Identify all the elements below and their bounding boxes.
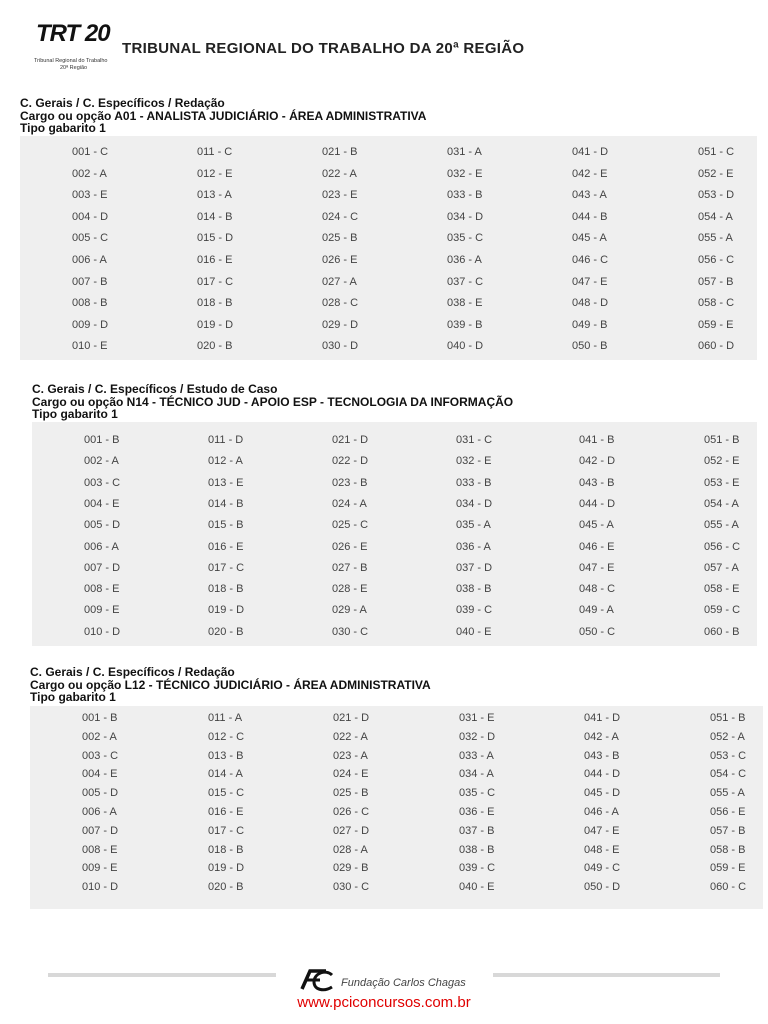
page-header bbox=[34, 18, 754, 78]
answer-cell: 056 - C bbox=[698, 254, 735, 266]
answer-cell: 049 - A bbox=[579, 604, 614, 617]
answer-cell: 011 - C bbox=[197, 146, 233, 158]
answer-cell: 023 - B bbox=[332, 476, 368, 489]
section-3-answer-grid bbox=[30, 706, 763, 909]
answer-cell: 045 - D bbox=[584, 787, 621, 800]
answer-cell: 030 - D bbox=[322, 340, 359, 353]
answer-cell: 017 - C bbox=[208, 824, 245, 837]
answer-cell: 039 - C bbox=[459, 862, 496, 875]
answer-cell: 014 - B bbox=[208, 497, 244, 510]
answer-cell: 024 - A bbox=[332, 497, 367, 510]
answer-cell: 030 - C bbox=[332, 625, 369, 638]
answer-cell: 054 - C bbox=[710, 768, 747, 781]
answer-cell: 051 - B bbox=[704, 434, 740, 446]
answer-cell: 027 - B bbox=[332, 561, 368, 574]
answer-cell: 018 - B bbox=[208, 583, 244, 596]
answer-cell: 044 - D bbox=[584, 768, 621, 781]
answer-cell: 001 - B bbox=[84, 434, 120, 446]
section-2-answer-grid bbox=[32, 422, 757, 646]
answer-cell: 038 - B bbox=[459, 843, 495, 856]
answer-cell: 051 - B bbox=[710, 712, 746, 724]
section-3-gabarito: Tipo gabarito 1 bbox=[30, 690, 116, 704]
answer-cell: 037 - D bbox=[456, 561, 493, 574]
fcc-org-name: Fundação Carlos Chagas bbox=[341, 977, 466, 989]
answer-cell: 037 - C bbox=[447, 275, 484, 288]
answer-cell: 033 - B bbox=[447, 189, 483, 202]
answer-cell: 020 - B bbox=[197, 340, 233, 353]
answer-cell: 042 - E bbox=[572, 167, 608, 180]
answer-cell: 029 - B bbox=[333, 862, 369, 875]
answer-cell: 058 - B bbox=[710, 843, 746, 856]
answer-cell: 048 - C bbox=[579, 583, 616, 596]
fcc-logo-icon bbox=[296, 965, 336, 995]
answer-cell: 053 - D bbox=[698, 189, 735, 202]
answer-cell: 056 - E bbox=[710, 806, 746, 818]
answer-cell: 022 - A bbox=[333, 730, 368, 743]
answer-cell: 002 - A bbox=[72, 167, 107, 180]
answer-cell: 012 - A bbox=[208, 455, 243, 468]
answer-cell: 028 - C bbox=[322, 297, 359, 310]
answer-cell: 014 - B bbox=[197, 210, 233, 223]
answer-cell: 025 - B bbox=[322, 232, 358, 245]
answer-cell: 044 - D bbox=[579, 497, 616, 510]
answer-cell: 040 - E bbox=[459, 881, 495, 894]
site-url-link[interactable]: www.pciconcursos.com.br bbox=[297, 994, 471, 1011]
answer-cell: 032 - E bbox=[456, 455, 492, 468]
answer-cell: 027 - A bbox=[322, 275, 357, 288]
answer-cell: 039 - C bbox=[456, 604, 493, 617]
answer-cell: 023 - E bbox=[322, 189, 358, 202]
answer-cell: 015 - D bbox=[197, 232, 234, 245]
answer-cell: 045 - A bbox=[579, 519, 614, 532]
answer-cell: 017 - C bbox=[208, 561, 245, 574]
answer-cell: 033 - B bbox=[456, 476, 492, 489]
answer-cell: 041 - B bbox=[579, 434, 615, 446]
answer-cell: 002 - A bbox=[82, 730, 117, 743]
answer-cell: 036 - A bbox=[447, 254, 482, 266]
answer-cell: 044 - B bbox=[572, 210, 608, 223]
answer-cell: 021 - B bbox=[322, 146, 358, 158]
answer-cell: 008 - B bbox=[72, 297, 108, 310]
answer-cell: 025 - B bbox=[333, 787, 369, 800]
answer-cell: 007 - B bbox=[72, 275, 108, 288]
answer-cell: 035 - C bbox=[459, 787, 496, 800]
answer-cell: 040 - D bbox=[447, 340, 484, 353]
logo-subtitle: Tribunal Regional do Trabalho bbox=[34, 58, 108, 64]
answer-cell: 054 - A bbox=[698, 210, 733, 223]
answer-cell: 009 - E bbox=[84, 604, 120, 617]
answer-cell: 047 - E bbox=[584, 824, 620, 837]
answer-cell: 022 - A bbox=[322, 167, 357, 180]
answer-cell: 010 - E bbox=[72, 340, 108, 353]
answer-cell: 060 - C bbox=[710, 881, 747, 894]
answer-cell: 004 - E bbox=[84, 497, 120, 510]
answer-cell: 007 - D bbox=[82, 824, 119, 837]
answer-cell: 057 - A bbox=[704, 561, 739, 574]
answer-cell: 060 - D bbox=[698, 340, 735, 353]
footer-divider-left bbox=[48, 973, 276, 977]
answer-cell: 024 - E bbox=[333, 768, 369, 781]
answer-cell: 052 - A bbox=[710, 730, 745, 743]
answer-cell: 015 - B bbox=[208, 519, 244, 532]
answer-cell: 025 - C bbox=[332, 519, 369, 532]
answer-cell: 059 - C bbox=[704, 604, 741, 617]
answer-cell: 019 - D bbox=[197, 318, 234, 331]
answer-cell: 058 - E bbox=[704, 583, 740, 596]
section-1-subjects: C. Gerais / C. Específicos / Redação bbox=[20, 96, 225, 110]
answer-cell: 049 - B bbox=[572, 318, 608, 331]
answer-cell: 042 - A bbox=[584, 730, 619, 743]
answer-cell: 050 - B bbox=[572, 340, 608, 353]
answer-cell: 029 - A bbox=[332, 604, 367, 617]
section-1-gabarito: Tipo gabarito 1 bbox=[20, 121, 106, 135]
section-1-heading bbox=[20, 97, 426, 135]
section-2-heading bbox=[32, 383, 513, 421]
answer-cell: 034 - D bbox=[447, 210, 484, 223]
answer-cell: 006 - A bbox=[82, 806, 117, 818]
answer-cell: 017 - C bbox=[197, 275, 234, 288]
answer-cell: 001 - C bbox=[72, 146, 109, 158]
answer-cell: 032 - D bbox=[459, 730, 496, 743]
answer-cell: 003 - E bbox=[72, 189, 108, 202]
answer-cell: 055 - A bbox=[710, 787, 745, 800]
answer-cell: 028 - E bbox=[332, 583, 368, 596]
answer-cell: 046 - C bbox=[572, 254, 609, 266]
answer-cell: 042 - D bbox=[579, 455, 616, 468]
answer-cell: 041 - D bbox=[584, 712, 621, 724]
answer-cell: 033 - A bbox=[459, 749, 494, 762]
answer-cell: 035 - A bbox=[456, 519, 491, 532]
answer-cell: 026 - E bbox=[332, 540, 368, 553]
answer-cell: 031 - E bbox=[459, 712, 495, 724]
section-2-gabarito: Tipo gabarito 1 bbox=[32, 407, 118, 421]
answer-cell: 012 - C bbox=[208, 730, 245, 743]
answer-cell: 034 - A bbox=[459, 768, 494, 781]
answer-cell: 028 - A bbox=[333, 843, 368, 856]
answer-cell: 010 - D bbox=[84, 625, 121, 638]
trt-logo bbox=[34, 18, 124, 76]
answer-cell: 018 - B bbox=[208, 843, 244, 856]
answer-cell: 013 - A bbox=[197, 189, 232, 202]
answer-cell: 006 - A bbox=[72, 254, 107, 266]
answer-cell: 014 - A bbox=[208, 768, 243, 781]
answer-cell: 005 - D bbox=[84, 519, 121, 532]
page-title: TRIBUNAL REGIONAL DO TRABALHO DA 20ª REGIÃO bbox=[122, 40, 525, 57]
footer-divider-right bbox=[493, 973, 720, 977]
answer-cell: 024 - C bbox=[322, 210, 359, 223]
section-2-subjects: C. Gerais / C. Específicos / Estudo de Caso bbox=[32, 382, 278, 396]
answer-cell: 059 - E bbox=[710, 862, 746, 875]
answer-cell: 005 - D bbox=[82, 787, 119, 800]
answer-cell: 059 - E bbox=[698, 318, 734, 331]
answer-cell: 006 - A bbox=[84, 540, 119, 553]
answer-cell: 050 - C bbox=[579, 625, 616, 638]
answer-cell: 005 - C bbox=[72, 232, 109, 245]
answer-cell: 018 - B bbox=[197, 297, 233, 310]
answer-cell: 060 - B bbox=[704, 625, 740, 638]
answer-cell: 019 - D bbox=[208, 604, 245, 617]
answer-cell: 008 - E bbox=[84, 583, 120, 596]
answer-cell: 009 - D bbox=[72, 318, 109, 331]
answer-cell: 020 - B bbox=[208, 881, 244, 894]
answer-cell: 009 - E bbox=[82, 862, 118, 875]
answer-cell: 031 - A bbox=[447, 146, 482, 158]
answer-cell: 049 - C bbox=[584, 862, 621, 875]
answer-cell: 027 - D bbox=[333, 824, 370, 837]
answer-cell: 047 - E bbox=[579, 561, 615, 574]
answer-cell: 047 - E bbox=[572, 275, 608, 288]
answer-cell: 012 - E bbox=[197, 167, 233, 180]
answer-cell: 040 - E bbox=[456, 625, 492, 638]
answer-cell: 023 - A bbox=[333, 749, 368, 762]
answer-cell: 002 - A bbox=[84, 455, 119, 468]
answer-cell: 011 - A bbox=[208, 712, 243, 724]
answer-cell: 045 - A bbox=[572, 232, 607, 245]
answer-cell: 039 - B bbox=[447, 318, 483, 331]
answer-cell: 057 - B bbox=[710, 824, 746, 837]
answer-cell: 019 - D bbox=[208, 862, 245, 875]
answer-cell: 055 - A bbox=[698, 232, 733, 245]
answer-cell: 034 - D bbox=[456, 497, 493, 510]
answer-cell: 036 - A bbox=[456, 540, 491, 553]
answer-cell: 031 - C bbox=[456, 434, 493, 446]
section-3-heading bbox=[30, 666, 431, 704]
answer-cell: 016 - E bbox=[197, 254, 233, 266]
trt-logo-mark: TRT 20 bbox=[36, 20, 110, 47]
answer-cell: 058 - C bbox=[698, 297, 735, 310]
answer-cell: 055 - A bbox=[704, 519, 739, 532]
section-1-cargo: Cargo ou opção A01 - ANALISTA JUDICIÁRIO - ÁREA ADMINISTRATIVA bbox=[20, 108, 427, 123]
answer-cell: 003 - C bbox=[82, 749, 119, 762]
answer-cell: 001 - B bbox=[82, 712, 118, 724]
answer-cell: 043 - A bbox=[572, 189, 607, 202]
answer-cell: 013 - E bbox=[208, 476, 244, 489]
answer-cell: 007 - D bbox=[84, 561, 121, 574]
answer-cell: 054 - A bbox=[704, 497, 739, 510]
answer-cell: 016 - E bbox=[208, 540, 244, 553]
answer-cell: 050 - D bbox=[584, 881, 621, 894]
answer-cell: 013 - B bbox=[208, 749, 244, 762]
answer-cell: 046 - A bbox=[584, 806, 619, 818]
section-3-subjects: C. Gerais / C. Específicos / Redação bbox=[30, 665, 235, 679]
answer-cell: 029 - D bbox=[322, 318, 359, 331]
answer-cell: 022 - D bbox=[332, 455, 369, 468]
answer-cell: 026 - C bbox=[333, 806, 370, 818]
answer-cell: 015 - C bbox=[208, 787, 245, 800]
answer-cell: 037 - B bbox=[459, 824, 495, 837]
answer-cell: 003 - C bbox=[84, 476, 121, 489]
answer-cell: 051 - C bbox=[698, 146, 735, 158]
answer-cell: 021 - D bbox=[332, 434, 369, 446]
logo-region: 20ª Região bbox=[60, 65, 88, 71]
answer-cell: 053 - C bbox=[710, 749, 747, 762]
answer-cell: 057 - B bbox=[698, 275, 734, 288]
answer-cell: 052 - E bbox=[704, 455, 740, 468]
answer-cell: 043 - B bbox=[579, 476, 615, 489]
answer-cell: 016 - E bbox=[208, 806, 244, 818]
answer-cell: 048 - E bbox=[584, 843, 620, 856]
answer-cell: 048 - D bbox=[572, 297, 609, 310]
section-2-cargo: Cargo ou opção N14 - TÉCNICO JUD - APOIO ESP - TECNOLOGIA DA INFORMAÇÃO bbox=[32, 394, 514, 409]
answer-cell: 004 - E bbox=[82, 768, 118, 781]
answer-cell: 046 - E bbox=[579, 540, 615, 553]
section-3-cargo: Cargo ou opção L12 - TÉCNICO JUDICIÁRIO - ÁREA ADMINISTRATIVA bbox=[30, 677, 431, 692]
answer-cell: 038 - B bbox=[456, 583, 492, 596]
answer-cell: 043 - B bbox=[584, 749, 620, 762]
answer-cell: 053 - E bbox=[704, 476, 740, 489]
answer-cell: 038 - E bbox=[447, 297, 483, 310]
answer-cell: 011 - D bbox=[208, 434, 244, 446]
section-1-answer-grid bbox=[20, 136, 757, 360]
answer-cell: 052 - E bbox=[698, 167, 734, 180]
answer-cell: 041 - D bbox=[572, 146, 609, 158]
answer-cell: 036 - E bbox=[459, 806, 495, 818]
answer-cell: 056 - C bbox=[704, 540, 741, 553]
answer-cell: 020 - B bbox=[208, 625, 244, 638]
answer-cell: 026 - E bbox=[322, 254, 358, 266]
answer-cell: 032 - E bbox=[447, 167, 483, 180]
answer-cell: 008 - E bbox=[82, 843, 118, 856]
answer-cell: 030 - C bbox=[333, 881, 370, 894]
answer-cell: 021 - D bbox=[333, 712, 370, 724]
answer-cell: 004 - D bbox=[72, 210, 109, 223]
answer-cell: 035 - C bbox=[447, 232, 484, 245]
answer-cell: 010 - D bbox=[82, 881, 119, 894]
